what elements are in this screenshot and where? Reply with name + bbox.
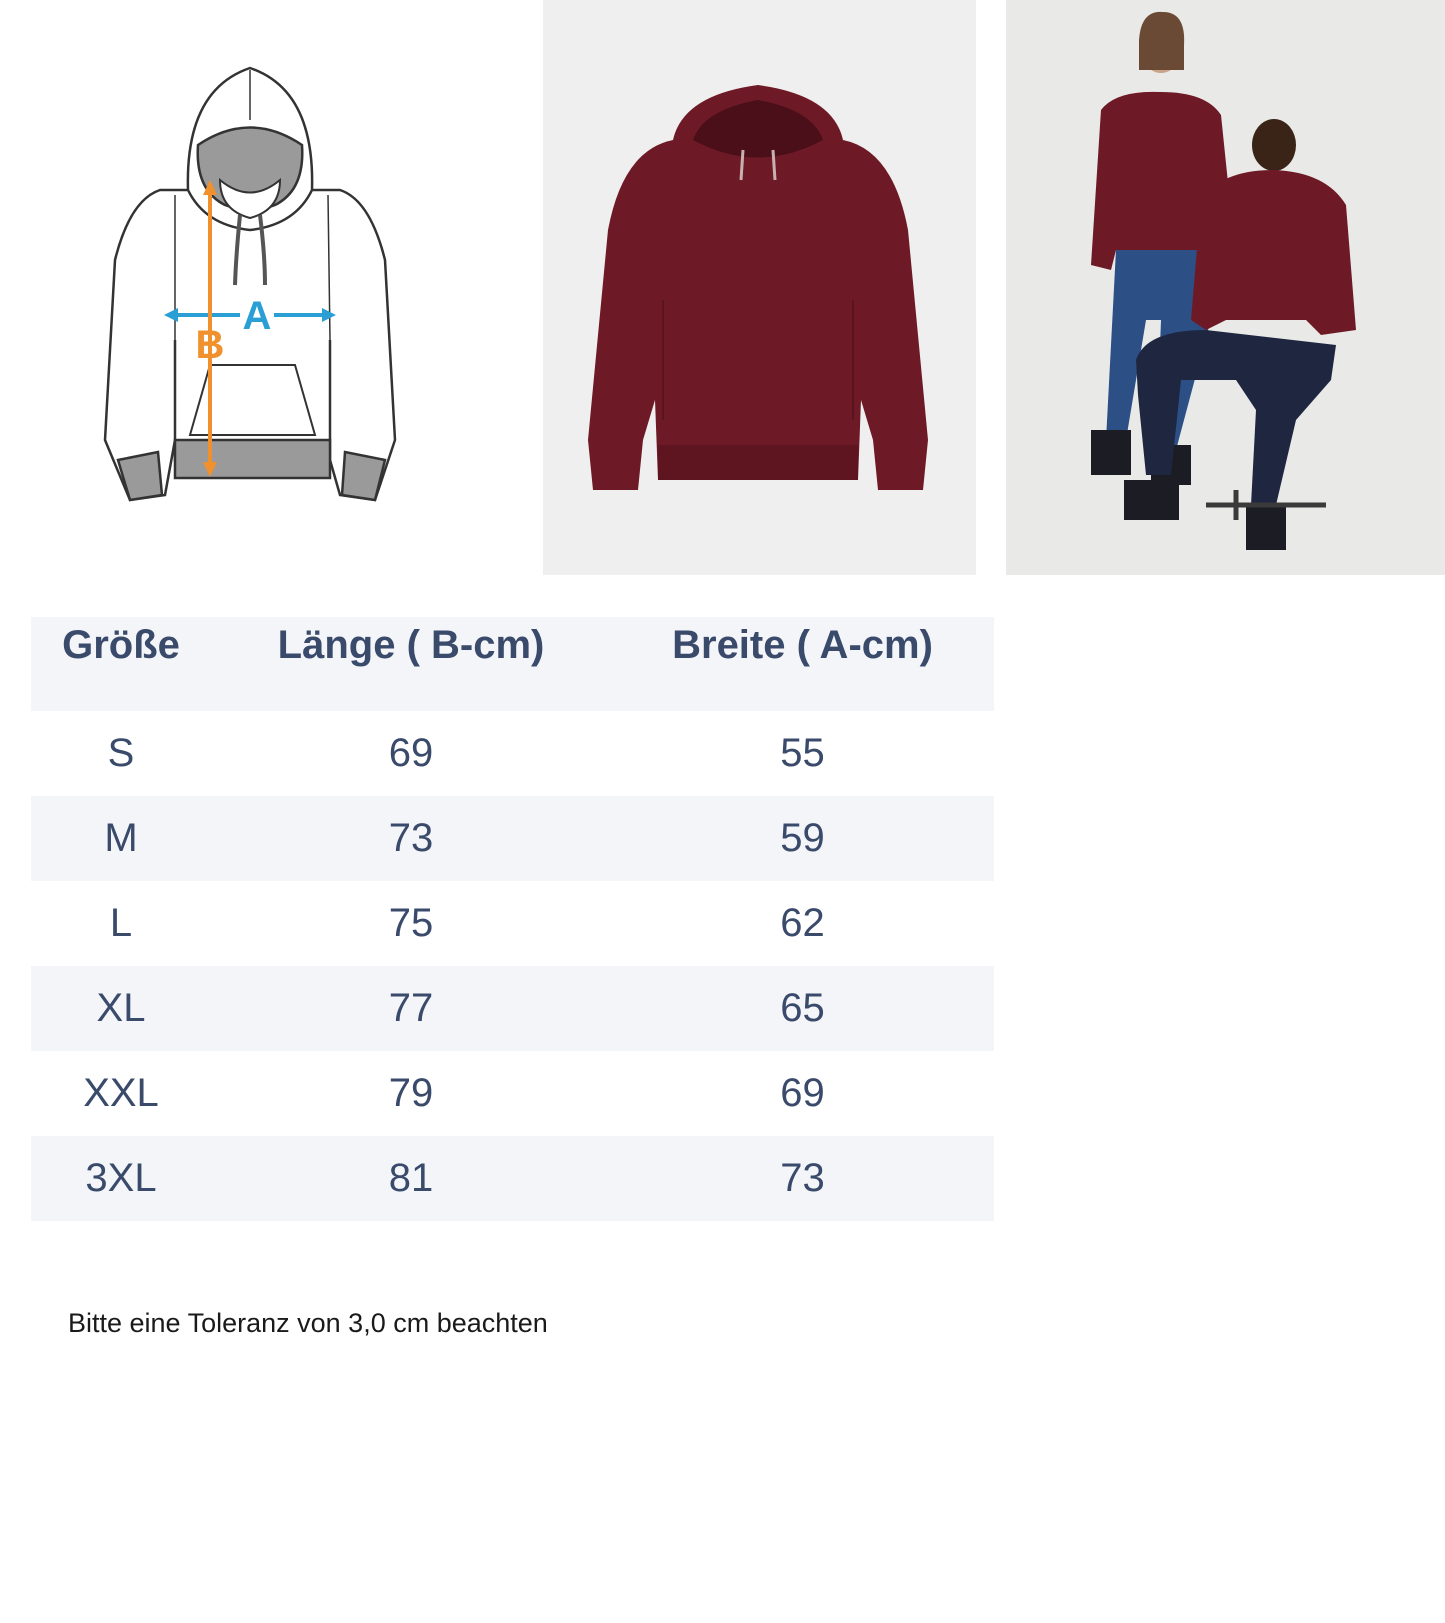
width-label-a: A [242,294,272,338]
models-wearing-hoodies [1006,0,1445,575]
burgundy-hoodie-illustration [543,0,976,575]
tolerance-note: Bitte eine Toleranz von 3,0 cm beachten [68,1308,548,1338]
cell-width: 59 [611,796,994,881]
cell-length: 69 [211,711,611,796]
hoodie-waistband [658,445,858,480]
table-row [31,1051,994,1136]
table-row [31,966,994,1051]
cell-width: 73 [611,1136,994,1221]
length-label-b: B [195,323,225,367]
cell-length: 81 [211,1136,611,1221]
header-length: Länge ( B-cm) [211,617,611,711]
table-row [31,796,994,881]
cell-size: XXL [31,1051,211,1136]
left-drawstring [741,150,743,180]
cell-size: L [31,881,211,966]
table-row [31,881,994,966]
woman-left-sneaker [1091,430,1131,475]
left-cuff [118,452,162,500]
hoodie-outline-drawing [60,40,460,540]
cell-size: XL [31,966,211,1051]
table-header-row [31,617,994,711]
cell-width: 62 [611,881,994,966]
table-row [31,711,994,796]
man-right-sneaker [1246,505,1286,550]
man-left-sneaker [1124,480,1179,520]
size-chart-table [31,617,994,1221]
cell-width: 65 [611,966,994,1051]
cell-size: M [31,796,211,881]
hoodie-measurement-diagram [60,40,460,540]
woman-hair [1139,12,1184,70]
cell-width: 69 [611,1051,994,1136]
waistband [175,440,330,478]
cell-size: S [31,711,211,796]
cell-length: 77 [211,966,611,1051]
cell-length: 75 [211,881,611,966]
right-drawstring [773,150,775,180]
table-row [31,1136,994,1221]
man-head [1252,119,1296,171]
cell-length: 79 [211,1051,611,1136]
product-photo [543,0,976,575]
cell-length: 73 [211,796,611,881]
cell-width: 55 [611,711,994,796]
header-width: Breite ( A-cm) [611,617,994,711]
model-photo [1006,0,1445,575]
header-size: Größe [31,617,211,711]
cell-size: 3XL [31,1136,211,1221]
man-hoodie [1191,170,1356,335]
